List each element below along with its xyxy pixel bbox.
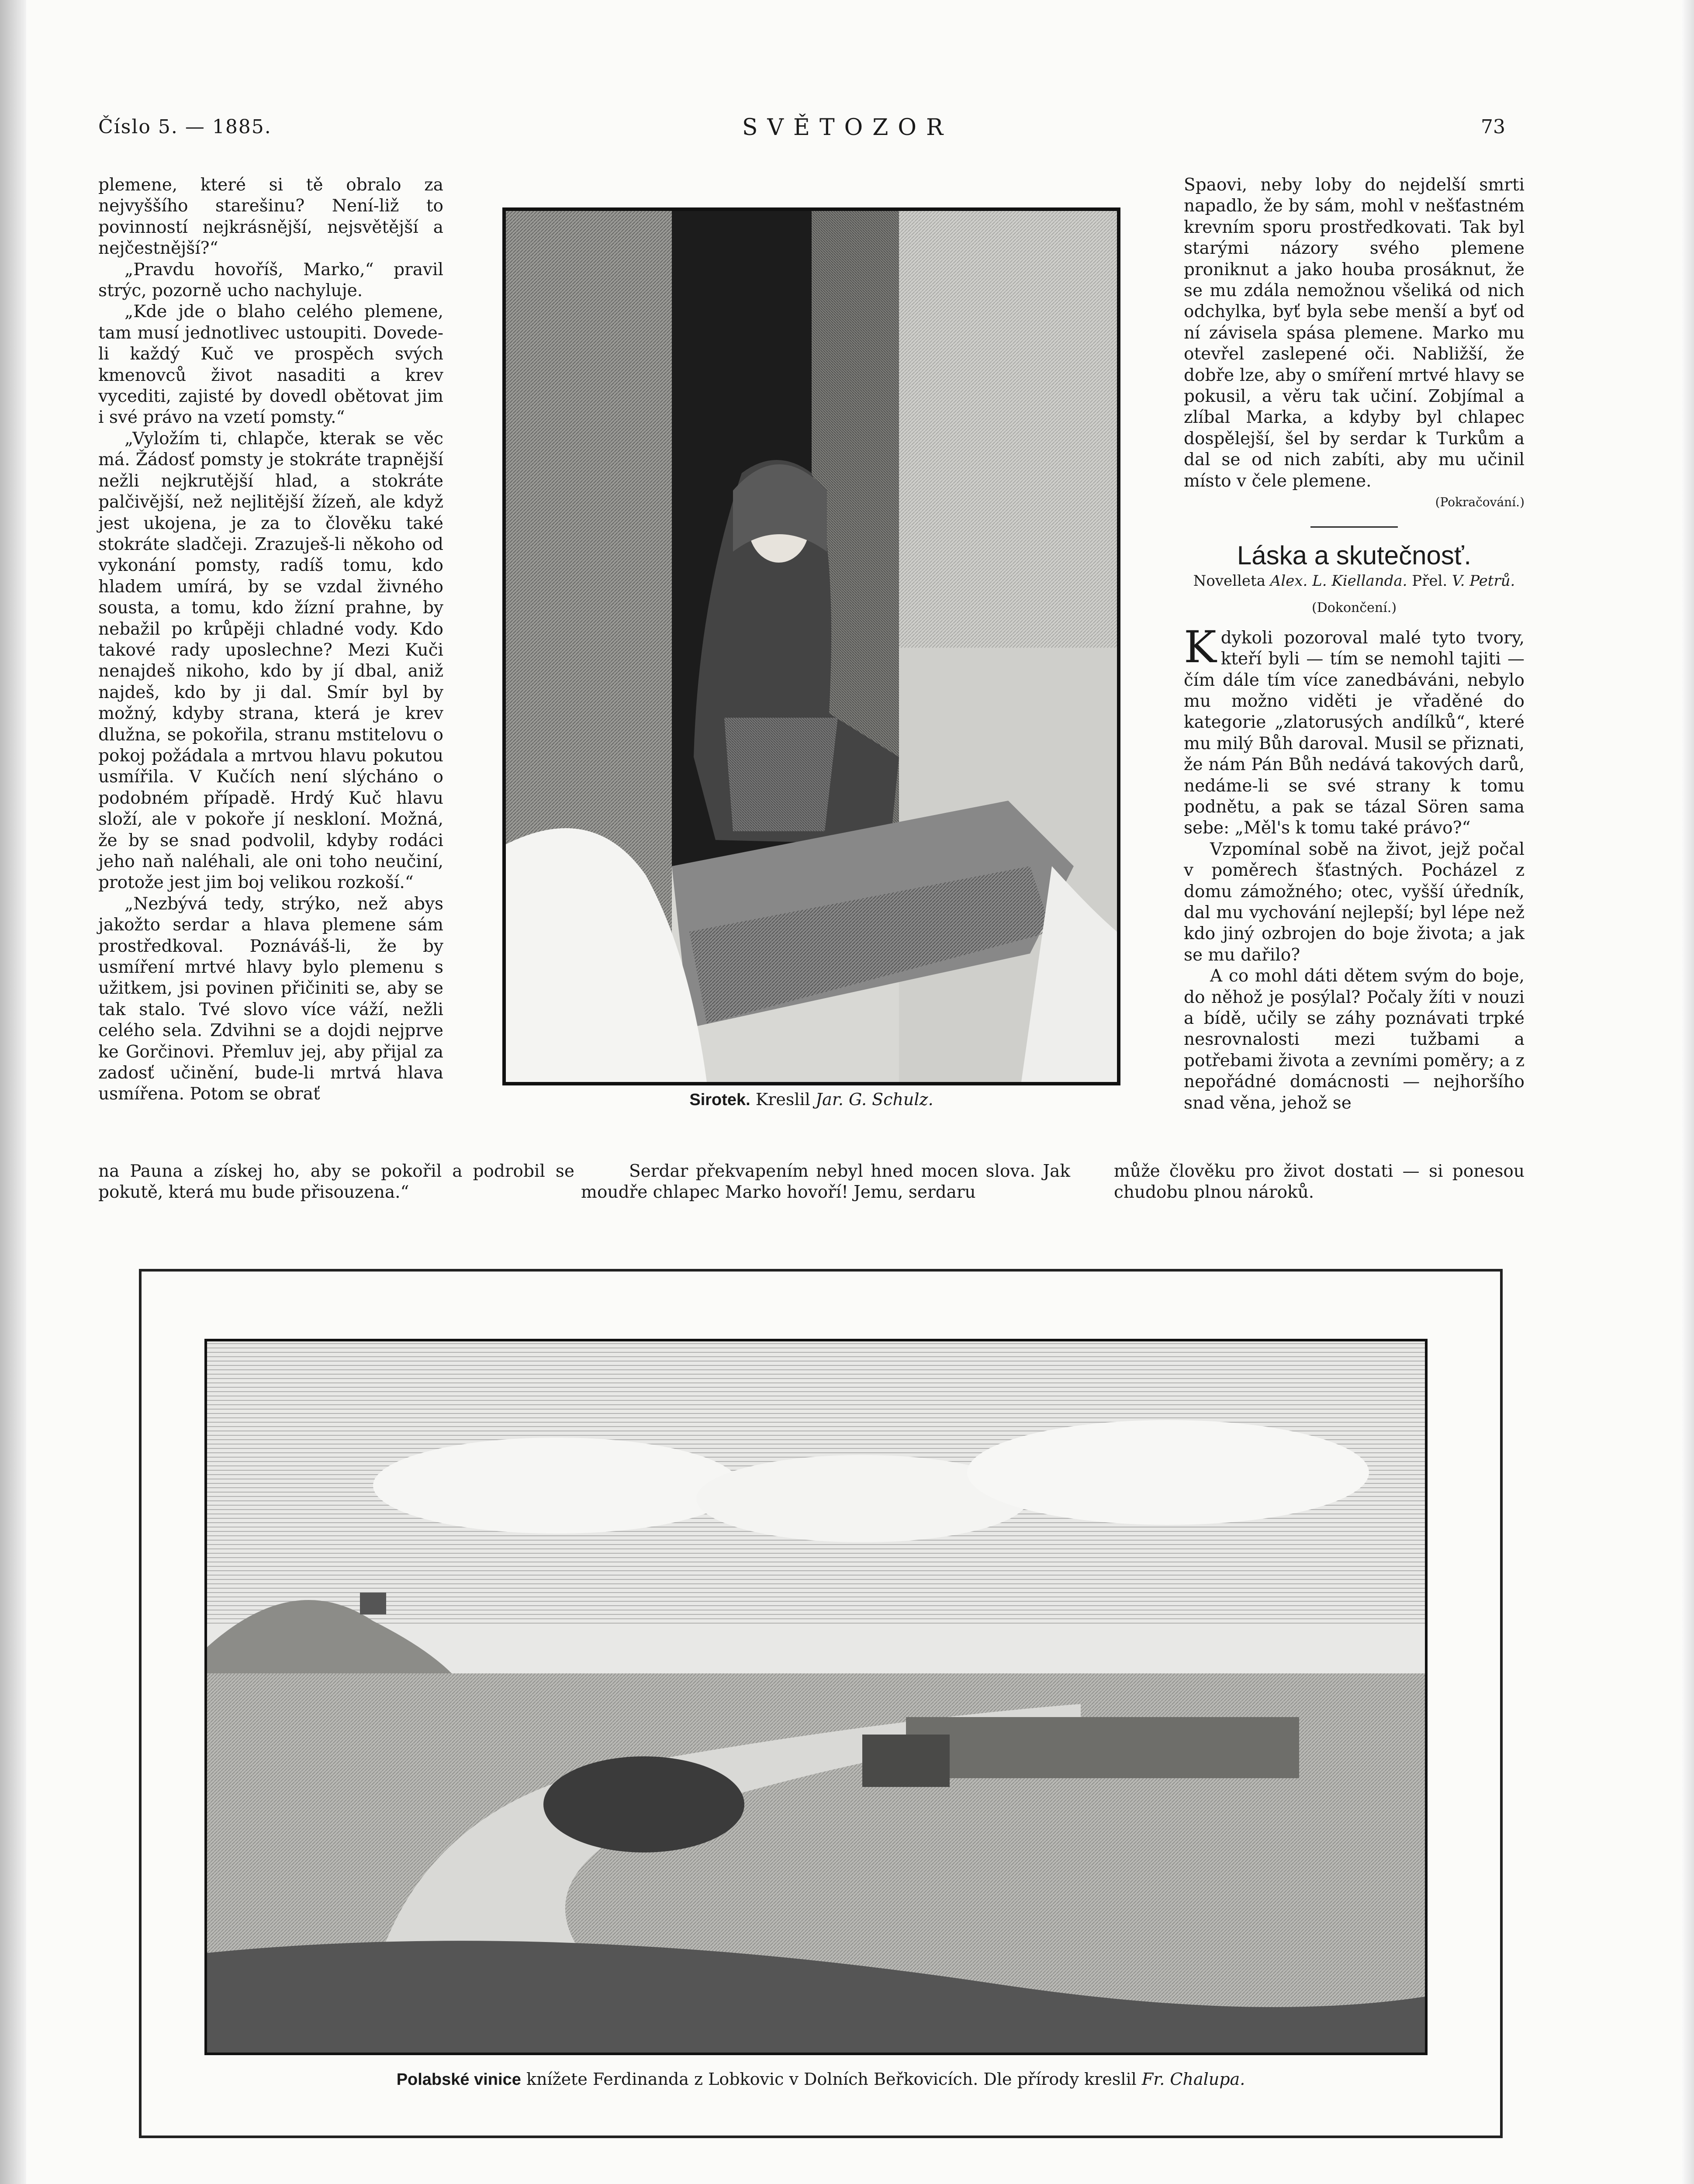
byline-label: Novelleta	[1193, 572, 1265, 590]
paragraph: plemene, které si tě obralo za nejvyššího starešinu? Není-liž to povinností nejkrásnější, nejsvětější a nejčestnější?“	[98, 175, 443, 259]
paragraph-text: dykoli pozoroval malé tyto tvory, kteří byli — tím se nemohl tajiti — čím dále tím více zanedbáváni, nebylo mu možno viděti je vřaděné do kategorie „zlatorusých andílků“, které mu milý Bůh daroval. Musil se přiznati, že nám Pán Bůh nedává takových darů, nedáme-li se své strany k tomu podnětu, a pak se tázal Sören sama sebe: „Měl's k tomu také právo?“	[1184, 628, 1525, 838]
caption-text: Kreslil	[755, 1090, 810, 1109]
paragraph: A co mohl dáti dětem svým do boje, do něhož je posýlal? Počaly žíti v nouzi a bídě, učily se záhy poznávati trpké nesrovnalosti mezi tužbami a potřebami života a zevními poměry; a z nepořádné domácnosti — nejhoršího snad věna, jehož se	[1184, 966, 1525, 1113]
section-divider	[1310, 526, 1398, 528]
paragraph	[1184, 621, 1525, 839]
page-number: 73	[1481, 116, 1505, 138]
caption-text: knížete Ferdinanda z Lobkovic v Dolních Beřkovicích. Dle přírody kreslil	[526, 2070, 1137, 2089]
illustration-orphan	[502, 207, 1120, 1085]
landscape-engraving	[207, 1341, 1425, 2053]
concluded-note: (Dokončení.)	[1311, 600, 1397, 616]
paragraph: Serdar překvapením nebyl hned mocen slova. Jak moudře chlapec Marko hovoří! Jemu, serdaru	[581, 1161, 1070, 1203]
paragraph: Spaovi, neby loby do nejdelší smrti napadlo, že by sám, mohl v nešťastném krevním sporu prostředkovati. Tak byl starými názory svého plemene proniknut a jako houba prosáknut, že se mu zdála nemožnou všeliká od nich odchylka, byť byla sebe menší a byť od ní závisela spása plemene. Marko mu otevřel zaslepené oči. Nabližší, že dobře lze, aby o smíření mrtvé hlavy se pokusil, a věru tak učiní. Zobjímal a zlíbal Marka, a kdyby byl chlapec dospělejší, šel by serdar k Turkům a dal se od nich zabíti, aby mu učinil místo v čele plemene.	[1184, 175, 1525, 491]
drop-cap: K	[1184, 621, 1217, 673]
masthead-title: SVĚTOZOR	[742, 114, 953, 141]
orphan-engraving	[506, 211, 1117, 1082]
byline-translator: V. Petrů.	[1452, 572, 1515, 590]
paragraph: „Nezbývá tedy, strýko, než abys jakožto serdar a hlava plemene sám prostředkoval. Poznáváš-li, že by usmíření mrtvé hlavy bylo plemenu s užitkem, jsi povinen přičiniti se, aby se tak stalo. Tvé slovo více váží, nežli celého sela. Zdvihni se a dojdi nejprve ke Gorčinovi. Přemluv jej, aby přijal za zadosť učinění, bude-li mrtvá hlava usmířena. Potom se obrať	[98, 894, 443, 1104]
left-column-ending: na Pauna a získej ho, aby se pokořil a podrobil se pokutě, která mu bude přisouzena.“	[98, 1161, 574, 1203]
paragraph: Vzpomínal sobě na život, jejž počal v poměrech šťastných. Pocházel z domu zámožného; otec, vyšší úředník, dal mu vychování nejlepší; byl lépe než kdo jiný ozbrojen do boje života; a jak se mu dařilo?	[1184, 839, 1525, 965]
page-shadow-right	[1682, 0, 1694, 2184]
byline-author: Alex. L. Kiellanda.	[1270, 572, 1407, 590]
center-continuation-text	[581, 1161, 1070, 1203]
paragraph: „Pravdu hovoříš, Marko,“ pravil strýc, pozorně ucho nachyluje.	[98, 259, 443, 301]
issue-number: Číslo 5. — 1885.	[98, 116, 272, 138]
caption-title: Sirotek.	[689, 1091, 750, 1109]
illustration-landscape	[204, 1339, 1428, 2055]
caption-title: Polabské vinice	[396, 2070, 521, 2089]
continued-note: (Pokračování.)	[1435, 495, 1525, 510]
page-header	[0, 0, 1694, 149]
paragraph: „Vyložím ti, chlapče, kterak se věc má. Žádosť pomsty je stokráte trapnější nežli nejkrutější hlad, a stokráte palčivější, než nejlitější žízeň, ale když jest ukojena, je za to člověku také stokráte sladčeji. Zrazuješ-li někoho od vykonání pomsty, radíš tomu, kdo hladem umírá, by se vzdal živného sousta, a tomu, kdo žízní prahne, by nebažil po krůpěji chladné vody. Kdo takové rady uposlechne? Mezi Kuči nenajdeš nikoho, kdo by jí dbal, aniž najdeš, kdo by ji dal. Smír byl by možný, kdyby strana, která je krev dlužna, se pokořila, stranu mstitelovu o pokoj požádala a mrtvou hlavu pokutou usmířila. V Kučích není slýcháno o podobném případě. Hrdý Kuč hlavu složí, ale v pokoře jí neskloní. Možná, že by se snad podvolil, kdyby rodáci jeho naň naléhali, ale oni toho neučiní, protože jest jim boj velikou rozkoší.“	[98, 429, 443, 893]
left-text-column	[98, 175, 443, 1206]
byline	[1184, 570, 1525, 591]
caption-artist: Fr. Chalupa.	[1141, 2070, 1245, 2089]
illustration-caption	[139, 2070, 1503, 2089]
byline-translator-label: Přel.	[1412, 572, 1448, 590]
page-shadow-left	[0, 0, 26, 2184]
right-column-ending: může člověku pro život dostati — si ponesou chudobu plnou nároků.	[1114, 1161, 1525, 1203]
right-text-column	[1184, 175, 1525, 1114]
paragraph: „Kde jde o blaho celého plemene, tam musí jednotlivec ustoupiti. Dovede-li každý Kuč ve prospěch svých kmenovců život nasaditi a krev vycediti, zajisté by dovedl obětovat jim i své právo na vzetí pomsty.“	[98, 302, 443, 428]
illustration-caption	[502, 1090, 1120, 1109]
section-title: Láska a skutečnosť.	[1237, 540, 1472, 570]
caption-artist: Jar. G. Schulz.	[815, 1090, 933, 1109]
